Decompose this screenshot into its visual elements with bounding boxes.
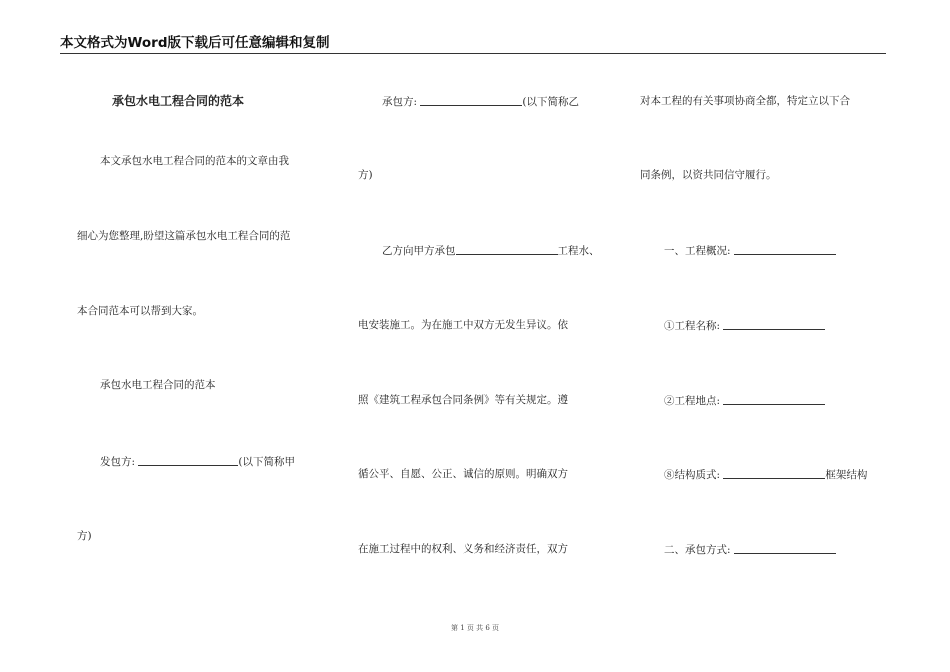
- party-a-end: 方): [77, 530, 92, 542]
- intro-line-3: 本合同范本可以帮到大家。: [77, 305, 203, 317]
- item-3-label: ⑧结构质式:: [664, 469, 721, 481]
- document-header: [60, 35, 886, 54]
- party-b-blank: [420, 94, 522, 106]
- section-2-line: [664, 542, 836, 557]
- item-1-label: ①工程名称:: [664, 320, 721, 332]
- party-b-end: 方): [358, 169, 373, 181]
- intro-line-1: 本文承包水电工程合同的范本的文章由我: [100, 155, 289, 167]
- project-blank: [456, 243, 558, 255]
- party-b-line: [382, 94, 579, 109]
- contract-para-line-7: 同条例，以资共同信守履行。: [640, 169, 777, 181]
- contract-para-line-4: 循公平、自愿、公正、诚信的原则。明确双方: [358, 468, 568, 480]
- header-text: 本文格式为Word版下载后可任意编辑和复制: [60, 35, 330, 51]
- item-3-line: [664, 467, 867, 482]
- party-a-blank: [138, 454, 238, 466]
- page-number: 第 1 页 共 6 页: [450, 624, 500, 632]
- para-suffix: 工程水、: [557, 245, 600, 257]
- item-1-blank: [723, 318, 825, 330]
- contract-para-line-3: 照《建筑工程承包合同条例》等有关规定。遵: [358, 394, 568, 406]
- contract-subtitle: 承包水电工程合同的范本: [100, 379, 216, 391]
- party-a-label: 发包方:: [100, 456, 136, 468]
- contract-para-line-5: 在施工过程中的权利、义务和经济责任，双方: [358, 543, 568, 555]
- document-title: 承包水电工程合同的范本: [112, 94, 245, 108]
- item-3-suffix: 框架结构: [825, 469, 868, 481]
- item-2-label: ②工程地点:: [664, 395, 721, 407]
- item-2-blank: [723, 393, 825, 405]
- party-a-suffix: (以下简称甲: [238, 456, 295, 468]
- party-b-label: 承包方:: [382, 96, 418, 108]
- section-1-label: 一、工程概况:: [664, 245, 731, 257]
- party-b-suffix: (以下简称乙: [522, 96, 579, 108]
- party-a-line: [100, 454, 295, 469]
- section-1-blank: [734, 243, 836, 255]
- item-1-line: [664, 318, 825, 333]
- contract-para-line-2: 电安装施工。为在施工中双方无发生异议。依: [358, 319, 568, 331]
- contract-para-line-1: [382, 243, 600, 258]
- section-2-label: 二、承包方式:: [664, 544, 731, 556]
- intro-line-2: 细心为您整理,盼望这篇承包水电工程合同的范: [77, 230, 291, 242]
- item-3-blank: [723, 467, 825, 479]
- section-2-blank: [734, 542, 836, 554]
- section-1-line: [664, 243, 836, 258]
- item-2-line: [664, 393, 825, 408]
- para-start: 乙方向甲方承包: [382, 245, 456, 257]
- contract-para-line-6: 对本工程的有关事项协商全都，特定立以下合: [640, 95, 850, 107]
